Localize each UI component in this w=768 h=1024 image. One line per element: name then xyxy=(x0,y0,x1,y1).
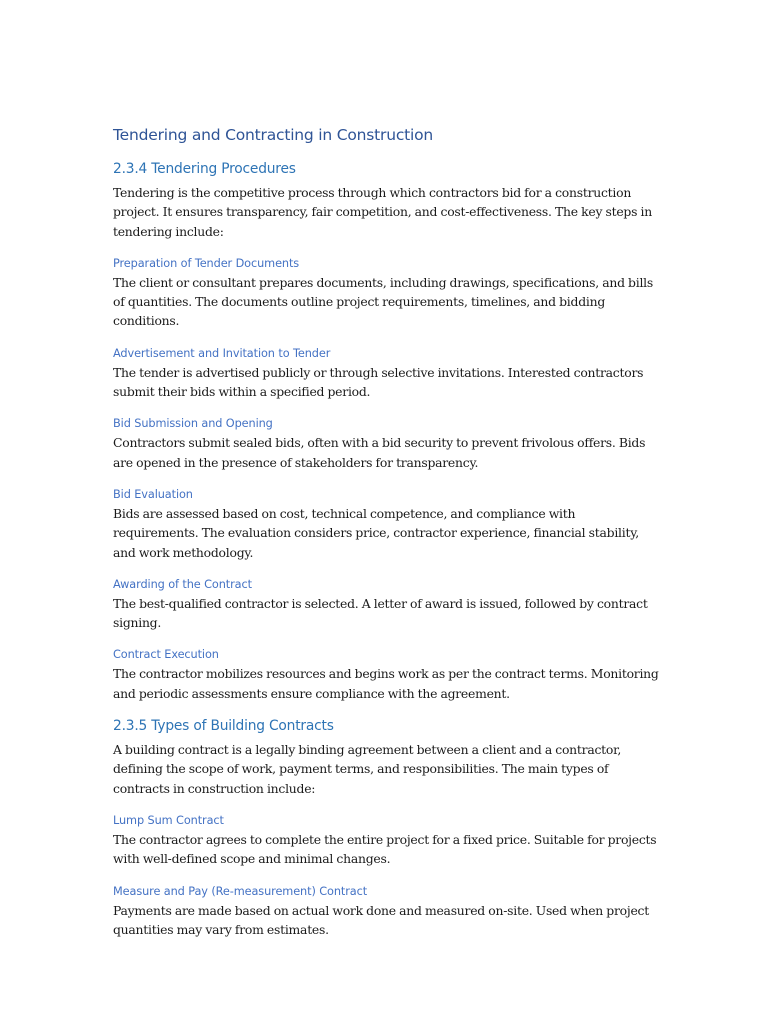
tender-step xyxy=(113,346,661,402)
step-text-bid-evaluation: Bids are assessed based on cost, technical competence, and compliance with requirements. The evaluation considers price, contractor experience, financial stability, and work methodology. xyxy=(113,505,639,560)
tender-step xyxy=(113,577,661,633)
contract-text-lump-sum: The contractor agrees to complete the entire project for a fixed price. Suitable for projects with well-defined scope and minimal changes. xyxy=(113,831,657,867)
section-intro-contracts: A building contract is a legally binding agreement between a client and a contractor, defining the scope of work, payment terms, and responsibilities. The main types of contracts in construction include: xyxy=(113,742,622,796)
document-page xyxy=(113,124,661,939)
tender-step xyxy=(113,416,661,472)
section-heading-tendering-procedures: 2.3.4 Tendering Procedures xyxy=(113,161,296,177)
contract-heading-remeasurement: Measure and Pay (Re-measurement) Contract xyxy=(113,884,368,898)
step-text-execution: The contractor mobilizes resources and begins work as per the contract terms. Monitoring and periodic assessments ensure compliance with the agreement. xyxy=(113,666,659,701)
step-text-bid-submission: Contractors submit sealed bids, often with a bid security to prevent frivolous offers. Bids are opened in the presence of stakeholders for transparency. xyxy=(113,435,646,470)
step-heading-bid-evaluation: Bid Evaluation xyxy=(113,487,193,501)
contract-heading-lump-sum: Lump Sum Contract xyxy=(113,813,224,827)
step-text-advertisement: The tender is advertised publicly or through selective invitations. Interested contractors submit their bids within a specified period. xyxy=(113,364,644,400)
contract-text-remeasurement: Payments are made based on actual work done and measured on-site. Used when project quantities may vary from estimates. xyxy=(113,902,649,937)
section-heading-building-contracts: 2.3.5 Types of Building Contracts xyxy=(113,718,334,735)
step-heading-execution: Contract Execution xyxy=(113,648,219,662)
step-heading-bid-submission: Bid Submission and Opening xyxy=(113,417,273,431)
step-heading-advertisement: Advertisement and Invitation to Tender xyxy=(113,346,331,360)
tender-step xyxy=(113,487,661,562)
tender-step xyxy=(113,647,661,703)
step-text-awarding: The best-qualified contractor is selected. A letter of award is issued, followed by contract signing. xyxy=(113,595,648,631)
document-title: Tendering and Contracting in Construction xyxy=(113,126,434,144)
step-text-preparation: The client or consultant prepares documents, including drawings, specifications, and bills of quantities. The documents outline project requirements, timelines, and bidding conditions. xyxy=(113,274,653,329)
tender-step xyxy=(113,256,661,331)
step-heading-preparation: Preparation of Tender Documents xyxy=(113,256,300,270)
contract-type xyxy=(113,884,661,940)
section-intro-tendering: Tendering is the competitive process through which contractors bid for a construction project. It ensures transparency, fair competition, and cost-effectiveness. The key steps in tendering include: xyxy=(113,185,652,239)
contract-type xyxy=(113,813,661,869)
step-heading-awarding: Awarding of the Contract xyxy=(113,577,252,591)
